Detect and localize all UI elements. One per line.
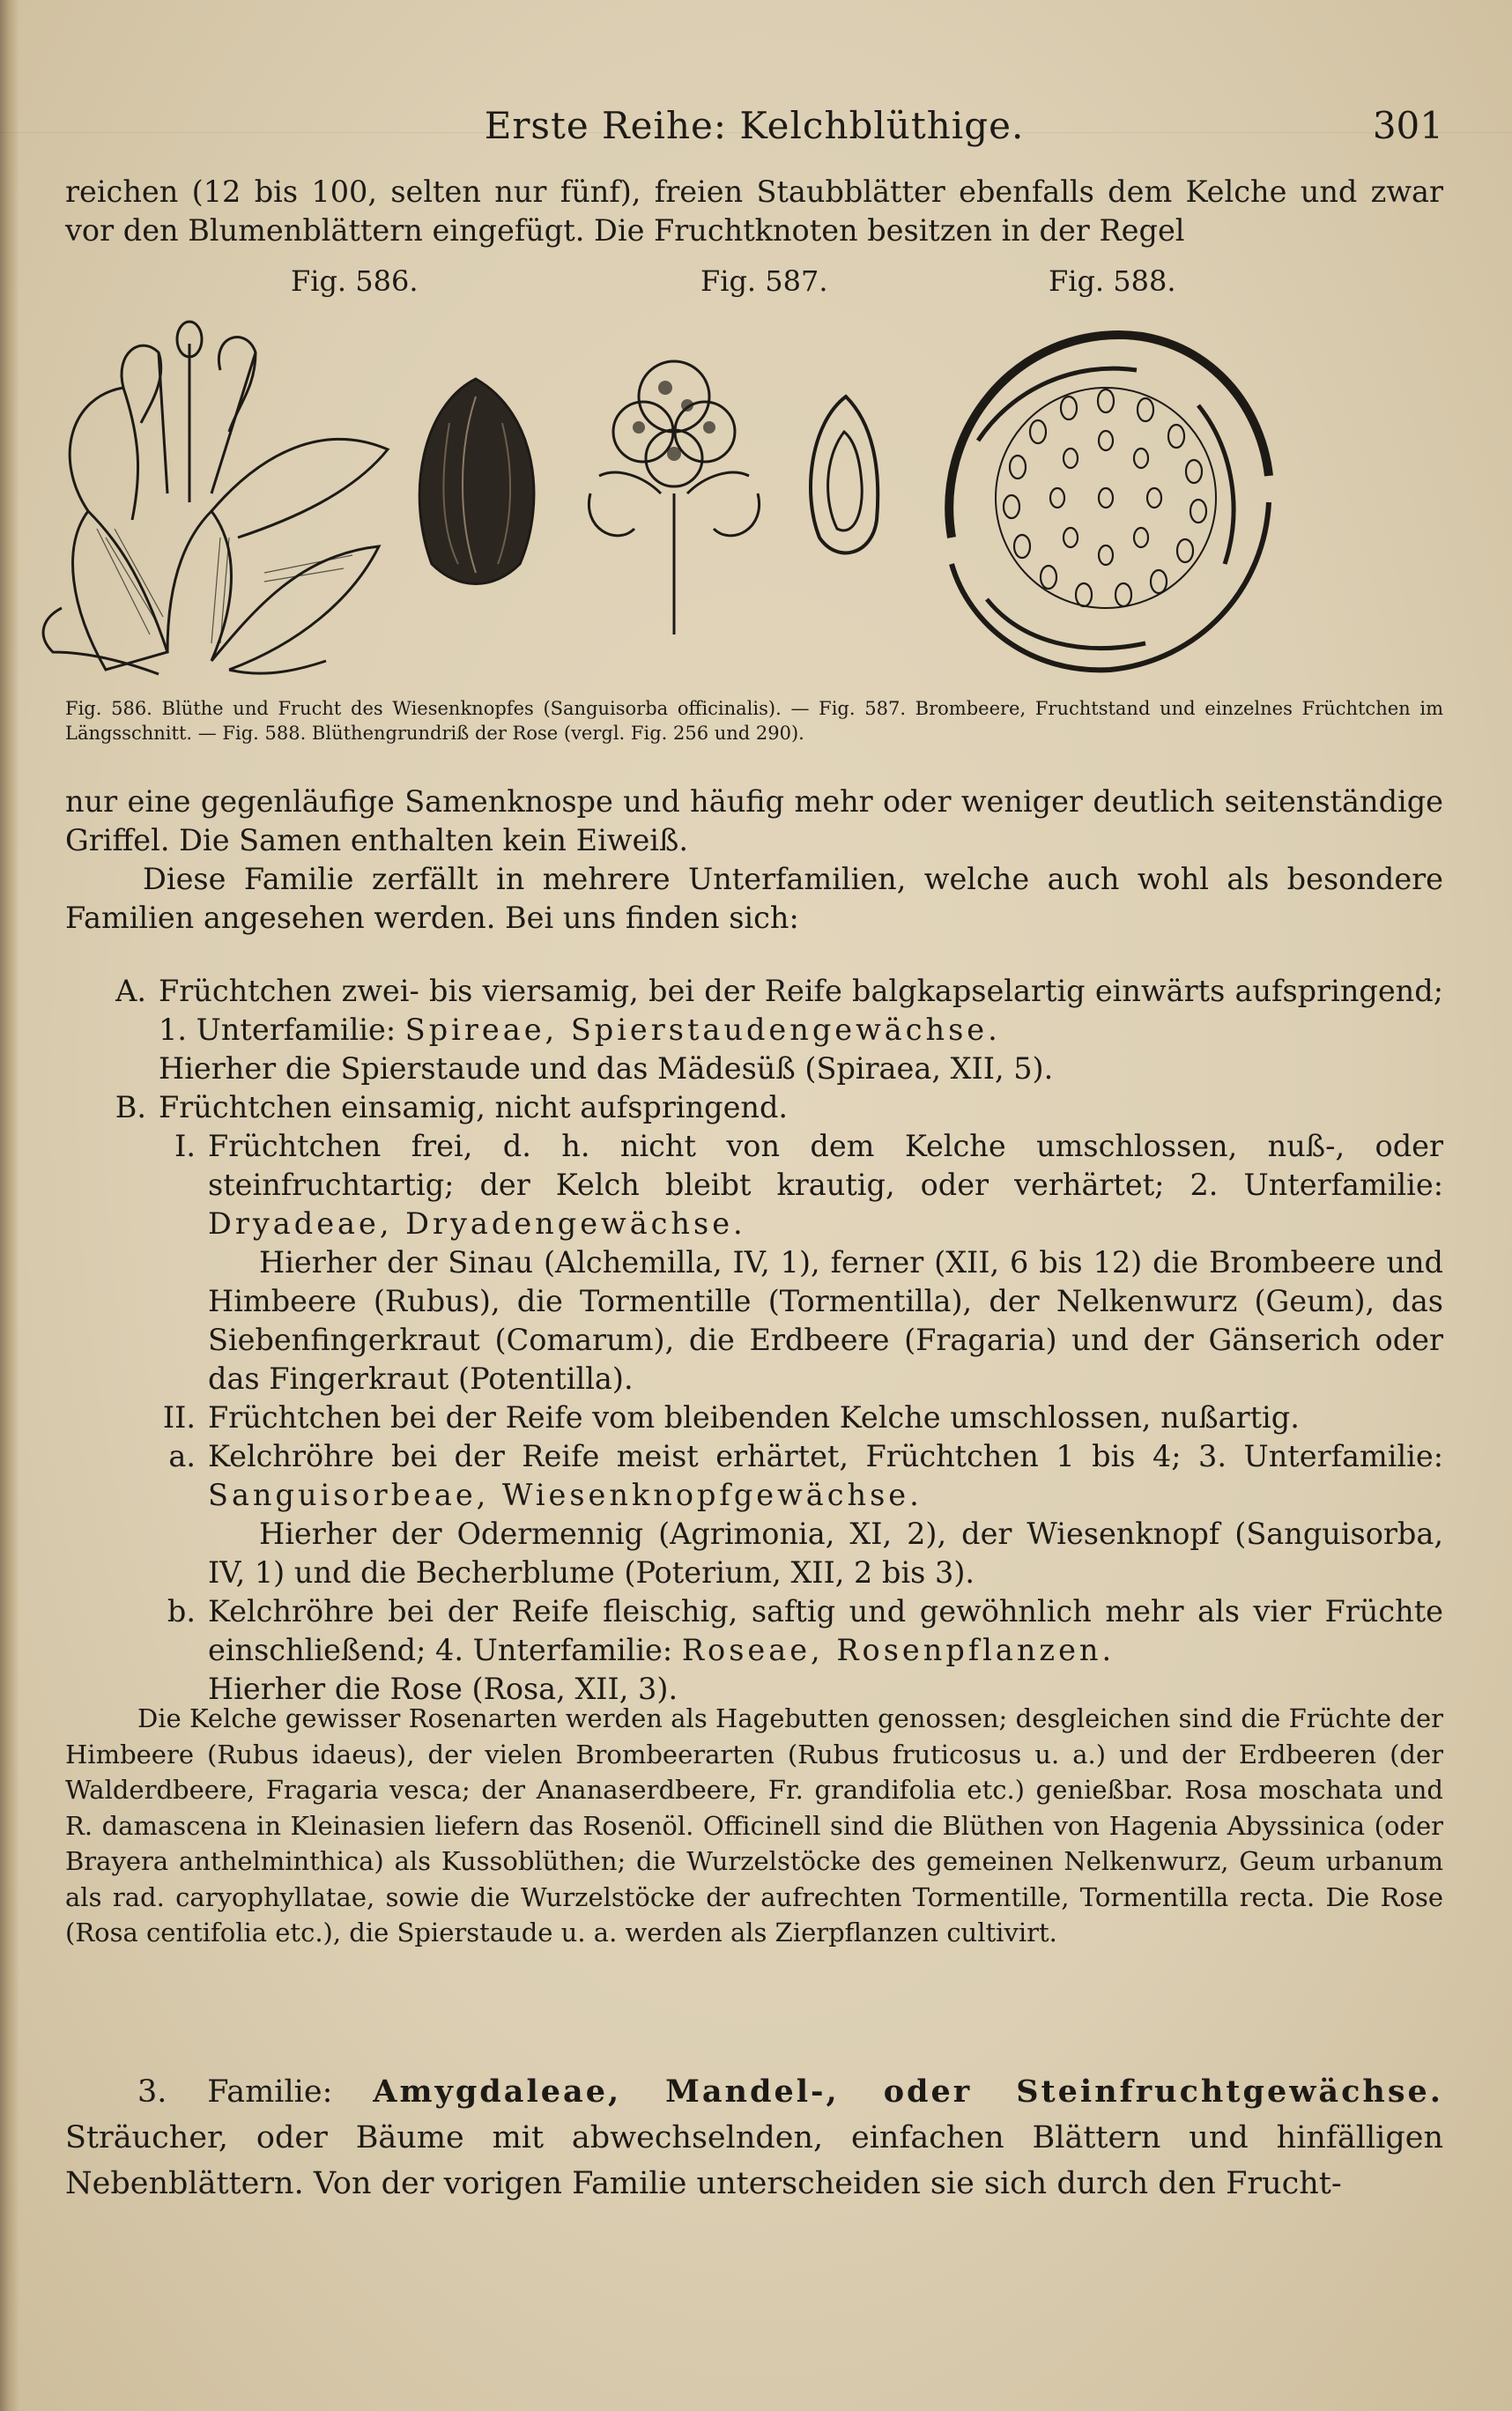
classification-item-ii-a: [65, 1437, 1443, 1515]
item-marker: A.: [115, 974, 146, 1008]
item-text: Kelchröhre bei der Reife meist erhärtet, Früchtchen 1 bis 4; 3. Unterfamilie:: [208, 1439, 1443, 1473]
subfamily-name: Dryadeae, Dryadengewächse.: [208, 1206, 746, 1241]
family-description: Sträucher, oder Bäume mit abwechselnden, einfachen Blättern und hinfälligen Nebenblättern. Von der vorigen Familie unterscheiden sie sich durch den Frucht-: [65, 2120, 1443, 2201]
item-text: Kelchröhre bei der Reife fleischig, saftig und gewöhnlich mehr als vier Früchte einschließend; 4. Unterfamilie:: [208, 1594, 1443, 1667]
figure-587-drupelet-section: [793, 388, 890, 564]
page-gutter-shadow: [0, 0, 19, 2411]
family-name: Amygdaleae, Mandel-, oder Steinfruchtgewächse.: [373, 2073, 1443, 2110]
subfamily-name: Sanguisorbeae, Wiesenknopfgewächse.: [208, 1478, 923, 1512]
classification-item-ii-b: [65, 1592, 1443, 1670]
item-text: Früchtchen einsamig, nicht aufspringend.: [159, 1090, 789, 1124]
classification-note-i: Hierher der Sinau (Alchemilla, IV, 1), ferner (XII, 6 bis 12) die Brombeere und Himbeere (Rubus), die Tormentille (Tormentilla), der Nelkenwurz (Geum), das Siebenfingerkraut (Comarum), die Erdbeere (Fragaria) und der Gänserich oder das Fingerkraut (Potentilla).: [208, 1245, 1443, 1396]
classification-note-a: Hierher die Spierstaude und das Mädesüß (Spiraea, XII, 5).: [159, 1051, 1054, 1086]
continuation-paragraphs: [65, 783, 1443, 938]
uses-text: Die Kelche gewisser Rosenarten werden als Hagebutten genossen; desgleichen sind die Früchte der Himbeere (Rubus idaeus), der vielen Brombeerarten (Rubus fruticosus u. a.) und der Erdbeeren (der Walderdbeere, Fragaria vesca; der Ananaserdbeere, Fr. grandifolia etc.) genießbar. Rosa moschata und R. damascena in Kleinasien liefern das Rosenöl. Officinell sind die Blüthen von Hagenia Abyssinica (oder Brayera anthelminthica) als Kussoblüthen; die Wurzelstöcke des gemeinen Nelkenwurz, Geum urbanum als rad. caryophyllatae, sowie die Wurzelstöcke der aufrechten Tormentille, Tormentilla recta. Die Rose (Rosa centifolia etc.), die Spierstaude u. a. werden als Zierpflanzen cultivirt.: [65, 1703, 1443, 1947]
continuation-text-1: nur eine gegenläufige Samenknospe und häufig mehr oder weniger deutlich seitenständige Griffel. Die Samen enthalten kein Eiweiß.: [65, 784, 1443, 857]
subfamily-name: Spireae, Spierstaudengewächse.: [404, 1013, 1001, 1047]
item-marker: a.: [168, 1439, 196, 1473]
classification-item-ii: [65, 1398, 1443, 1437]
uses-paragraph: [65, 1701, 1443, 1951]
classification-item-i: [65, 1127, 1443, 1243]
figure-caption: Fig. 586. Blüthe und Frucht des Wiesenknopfes (Sanguisorba officinalis). — Fig. 587. Brombeere, Fruchtstand und einzelnes Früchtchen im Längsschnitt. — Fig. 588. Blüthengrundriß der Rose (vergl. Fig. 256 und 290).: [65, 698, 1443, 744]
figure-label-586: Fig. 586.: [291, 264, 419, 298]
family-number: 3. Familie:: [137, 2074, 333, 2110]
item-marker: II.: [162, 1400, 196, 1435]
figure-label-588: Fig. 588.: [1049, 264, 1176, 298]
figure-labels: [0, 264, 1512, 308]
family-3-section: [65, 2069, 1443, 2207]
classification-note-ii-a: Hierher der Odermennig (Agrimonia, XI, 2), der Wiesenknopf (Sanguisorba, IV, 1) und die Becherblume (Poterium, XII, 2 bis 3).: [208, 1517, 1443, 1590]
figure-label-587: Fig. 587.: [700, 264, 828, 298]
intro-text: reichen (12 bis 100, selten nur fünf), freien Staubblätter ebenfalls dem Kelche und zwar vor den Blumenblättern eingefügt. Die Fruchtknoten besitzen in der Regel: [65, 174, 1443, 248]
classification-item-a: [65, 972, 1443, 1050]
item-text: Früchtchen frei, d. h. nicht von dem Kelche umschlossen, nuß-, oder steinfruchtartig; der Kelch bleibt krautig, oder verhärtet; 2. Unterfamilie:: [208, 1129, 1443, 1202]
item-text: Früchtchen zwei- bis viersamig, bei der Reife balgkapselartig einwärts aufspringend; 1. Unterfamilie:: [159, 974, 1443, 1047]
page-header: [65, 104, 1443, 157]
subfamily-classification: [65, 972, 1443, 1709]
item-marker: b.: [167, 1594, 196, 1628]
continuation-text-2: Diese Familie zerfällt in mehrere Unterfamilien, welche auch wohl als besondere Familien angesehen werden. Bei uns finden sich:: [65, 862, 1443, 935]
figure-illustrations: [26, 308, 1278, 687]
classification-note-ii-b: Hierher die Rose (Rosa, XII, 3).: [208, 1672, 678, 1706]
page-number: 301: [1372, 104, 1443, 147]
figure-586-fruit-illustration: [388, 370, 564, 599]
intro-paragraph: [65, 173, 1443, 250]
classification-item-b: [65, 1088, 1443, 1127]
item-marker: I.: [174, 1129, 196, 1163]
figure-586-flower-illustration: [35, 317, 405, 687]
item-text: Früchtchen bei der Reife vom bleibenden Kelche umschlossen, nußartig.: [208, 1400, 1300, 1435]
figure-587-blackberry-illustration: [564, 335, 784, 643]
figure-588-floral-diagram: [908, 308, 1286, 687]
subfamily-name: Roseae, Rosenpflanzen.: [681, 1633, 1115, 1667]
running-title: Erste Reihe: Kelchblüthige.: [484, 104, 1025, 147]
item-marker: B.: [115, 1090, 146, 1124]
